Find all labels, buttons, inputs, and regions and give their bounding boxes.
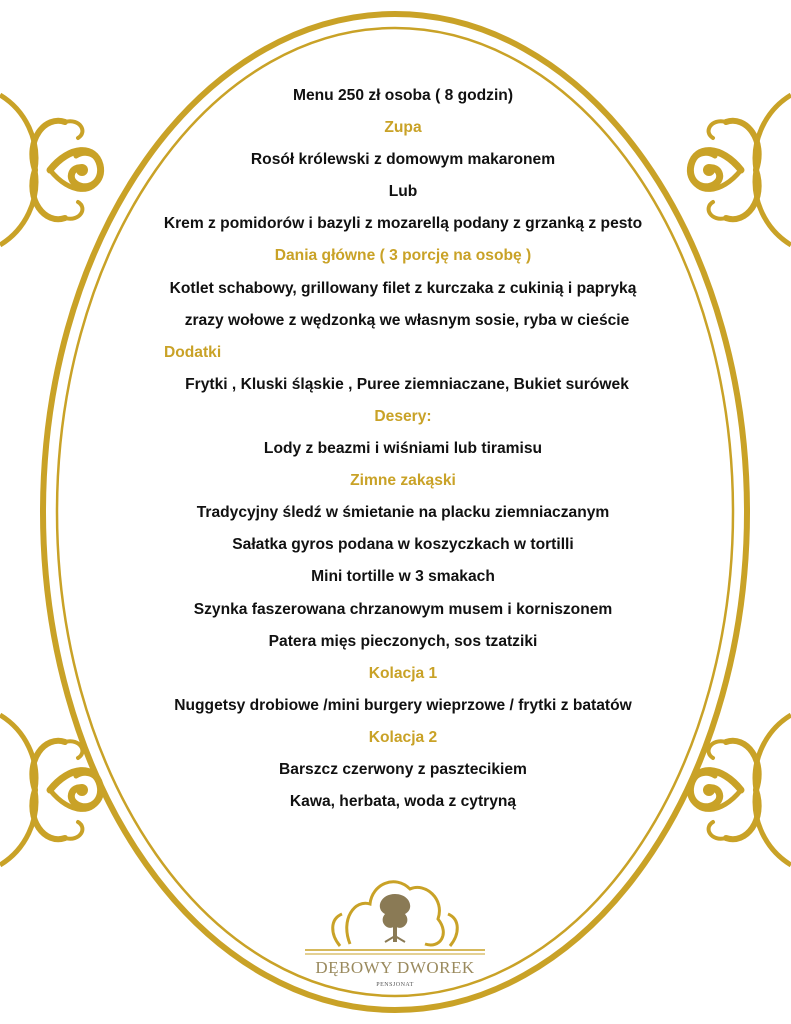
cold-item: Mini tortille w 3 smakach: [311, 568, 495, 586]
desserts-line: Lody z beazmi i wiśniami lub tiramisu: [263, 440, 543, 458]
soup-heading: Zupa: [384, 119, 422, 137]
menu-content: [95, 80, 711, 818]
cold-heading: Zimne zakąski: [350, 472, 456, 490]
desserts-heading: Desery:: [374, 407, 432, 425]
logo-subtitle: PENSJONAT: [376, 982, 414, 988]
scroll-ornament-top-left: [32, 121, 100, 219]
oak-tree-icon: [333, 882, 458, 946]
supper1-line: Nuggetsy drobiowe /mini burgery wieprzowe / frytki z batatów: [174, 696, 632, 714]
supper2-line-2: Kawa, herbata, woda z cytryną: [289, 793, 517, 811]
sides-line: Frytki , Kluski śląskie , Puree ziemniaczane, Bukiet surówek: [185, 375, 629, 393]
sides-heading: Dodatki: [164, 343, 222, 361]
logo-name: DĘBOWY DWOREK: [315, 958, 475, 977]
supper1-heading: Kolacja 1: [368, 664, 438, 682]
or-label: Lub: [388, 183, 418, 201]
mains-line-1: Kotlet schabowy, grillowany filet z kurczaka z cukinią i papryką: [169, 279, 637, 297]
mains-line-2: zrazy wołowe z wędzonką we własnym sosie, ryba w cieście: [184, 311, 630, 329]
supper2-heading: Kolacja 2: [368, 728, 438, 746]
supper2-line-1: Barszcz czerwony z pasztecikiem: [279, 760, 527, 778]
soup-option-2: Krem z pomidorów i bazyli z mozarellą podany z grzanką z pesto: [163, 215, 643, 233]
soup-option-1: Rosół królewski z domowym makaronem: [250, 151, 556, 169]
cold-item: Szynka faszerowana chrzanowym musem i korniszonem: [193, 600, 613, 618]
cold-item: Sałatka gyros podana w koszyczkach w tortilli: [232, 536, 574, 554]
cold-item: Patera mięs pieczonych, sos tzatziki: [268, 632, 538, 650]
logo: [300, 864, 490, 994]
menu-title: Menu 250 zł osoba ( 8 godzin): [292, 87, 514, 104]
cold-item: Tradycyjny śledź w śmietanie na placku ziemniaczanym: [196, 504, 610, 522]
mains-heading: Dania główne ( 3 porcję na osobę ): [274, 247, 532, 265]
